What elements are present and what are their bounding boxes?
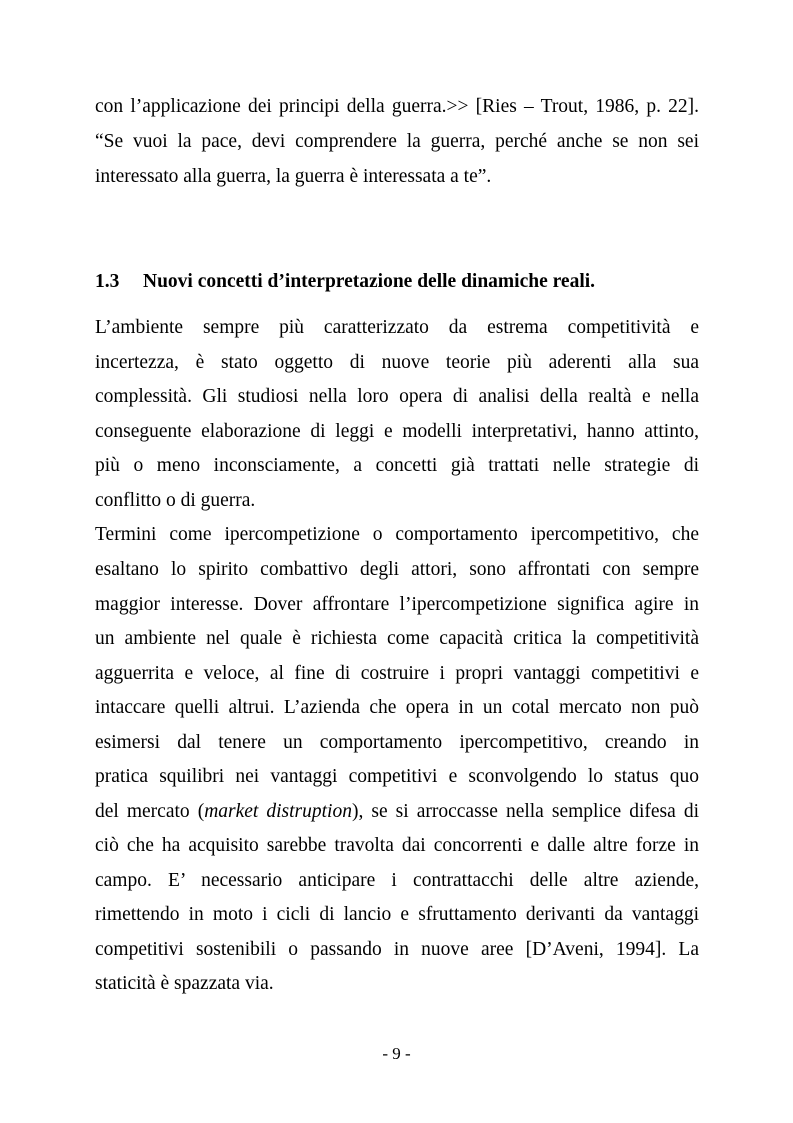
para1-line-1: L’ambiente sempre più caratterizzato da estrema competitività e bbox=[95, 317, 699, 338]
para1-line-6: conflitto o di guerra. bbox=[95, 490, 256, 511]
market-distruption-term: market distruption bbox=[204, 801, 352, 822]
para2-line-3: maggior interesse. Dover affrontare l’ipercompetizione significa agire in bbox=[95, 594, 699, 615]
para2-line-11: campo. E’ necessario anticipare i contrattacchi delle altre aziende, bbox=[95, 870, 699, 891]
para2-line-1: Termini come ipercompetizione o comportamento ipercompetitivo, che bbox=[95, 524, 699, 545]
para1-line-5: più o meno inconsciamente, a concetti già trattati nelle strategie di bbox=[95, 455, 699, 476]
para1-line-4: conseguente elaborazione di leggi e modelli interpretativi, hanno attinto, bbox=[95, 421, 699, 442]
para2-line-14: staticità è spazzata via. bbox=[95, 973, 274, 994]
para1-line-3: complessità. Gli studiosi nella loro opera di analisi della realtà e nella bbox=[95, 386, 699, 407]
para2-line-4: un ambiente nel quale è richiesta come capacità critica la competitività bbox=[95, 628, 699, 649]
para2-line-9-start: del mercato ( bbox=[95, 801, 205, 822]
para2-line-12: rimettendo in moto i cicli di lancio e sfruttamento derivanti da vantaggi bbox=[95, 904, 699, 925]
intro-line-1: con l’applicazione dei principi della guerra.>> [Ries – Trout, 1986, p. 22]. bbox=[95, 96, 699, 117]
para2-line-2: esaltano lo spirito combattivo degli attori, sono affrontati con sempre bbox=[95, 559, 699, 580]
intro-line-2: “Se vuoi la pace, devi comprendere la guerra, perché anche se non sei bbox=[95, 131, 699, 152]
para2-line-8: pratica squilibri nei vantaggi competitivi e sconvolgendo lo status quo bbox=[95, 766, 699, 787]
section-heading bbox=[95, 270, 595, 294]
page-number: - 9 - bbox=[382, 1044, 411, 1063]
para2-line-5: agguerrita e veloce, al fine di costruire i propri vantaggi competitivi e bbox=[95, 663, 699, 684]
para2-line-9-end: ), se si arroccasse nella semplice difesa di bbox=[351, 801, 699, 822]
section-title: Nuovi concetti d’interpretazione delle dinamiche reali. bbox=[143, 271, 596, 292]
para2-line-10: ciò che ha acquisito sarebbe travolta dai concorrenti e dalle altre forze in bbox=[95, 835, 699, 856]
para2-line-6: intaccare quelli altrui. L’azienda che opera in un cotal mercato non può bbox=[95, 697, 699, 718]
para1-line-2: incertezza, è stato oggetto di nuove teorie più aderenti alla sua bbox=[95, 352, 699, 373]
intro-line-3: interessato alla guerra, la guerra è interessata a te”. bbox=[95, 166, 492, 187]
para2-line-9 bbox=[95, 800, 699, 824]
para2-line-13: competitivi sostenibili o passando in nuove aree [D’Aveni, 1994]. La bbox=[95, 939, 699, 960]
section-number: 1.3 bbox=[95, 271, 120, 292]
para2-line-7: esimersi dal tenere un comportamento ipercompetitivo, creando in bbox=[95, 732, 699, 753]
